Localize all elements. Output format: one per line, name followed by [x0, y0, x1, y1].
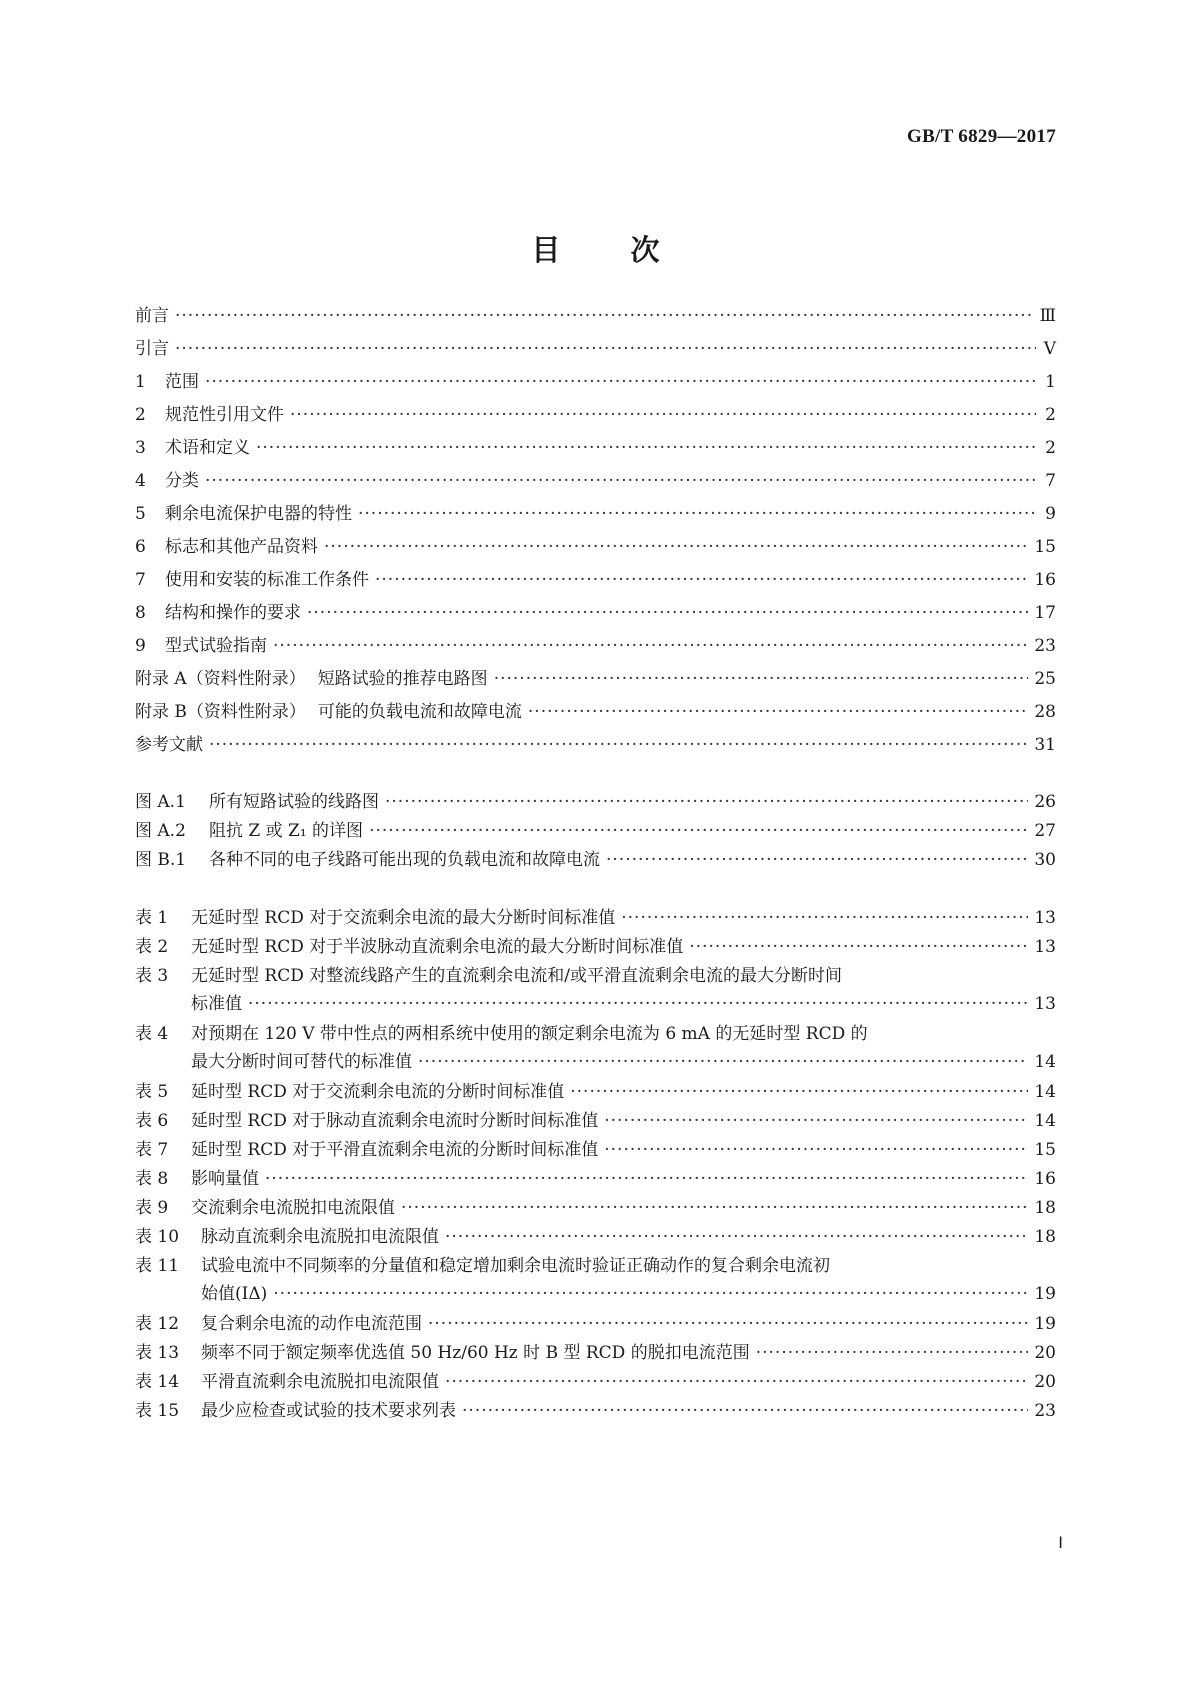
toc-entry[interactable]: [135, 302, 1056, 330]
table-label: 表 1: [135, 908, 169, 928]
dot-leader: [606, 846, 1028, 874]
toc-page: 13: [1034, 908, 1056, 928]
table-label: 表 8: [135, 1169, 169, 1189]
dot-leader: [175, 302, 1034, 330]
table-entry[interactable]: [135, 1107, 1056, 1135]
table-label: 表 12: [135, 1314, 180, 1334]
dot-leader: [604, 1136, 1028, 1164]
table-label: 表 9: [135, 1198, 169, 1218]
table-title: 无延时型 RCD 对于交流剩余电流的最大分断时间标准值: [191, 908, 616, 928]
table-label: 表 6: [135, 1111, 169, 1131]
toc-title: 结构和操作的要求: [165, 603, 301, 623]
toc-entry[interactable]: [135, 500, 1056, 528]
toc-page: 23: [1034, 636, 1056, 656]
table-label: 表 2: [135, 937, 169, 957]
figure-entry[interactable]: [135, 846, 1056, 874]
dot-leader: [273, 1280, 1028, 1308]
dot-leader: [689, 933, 1028, 961]
figure-label: 图 A.1: [135, 792, 186, 812]
toc-title: 引言: [135, 339, 169, 359]
table-entry[interactable]: [135, 1397, 1056, 1425]
toc-entry[interactable]: [135, 632, 1056, 660]
toc-title: 范围: [165, 372, 199, 392]
table-title: 对预期在 120 V 带中性点的两相系统中使用的额定剩余电流为 6 mA 的无延时型 RCD 的: [191, 1024, 868, 1044]
toc-title: 可能的负载电流和故障电流: [317, 702, 522, 722]
figure-label: 图 B.1: [135, 850, 187, 870]
table-label: 表 5: [135, 1082, 169, 1102]
dot-leader: [445, 1368, 1028, 1396]
toc-page: 14: [1034, 1052, 1056, 1072]
table-title: 无延时型 RCD 对于半波脉动直流剩余电流的最大分断时间标准值: [191, 937, 684, 957]
toc-title: 型式试验指南: [165, 636, 267, 656]
toc-page: 27: [1034, 821, 1056, 841]
dot-leader: [205, 368, 1036, 396]
table-label: 表 3: [135, 966, 169, 986]
dot-leader: [621, 904, 1028, 932]
toc-page: 13: [1034, 994, 1056, 1014]
dot-leader: [528, 698, 1028, 726]
toc-page: 15: [1034, 537, 1056, 557]
figure-title: 阻抗 Z 或 Z₁ 的详图: [209, 821, 364, 841]
table-label: 表 10: [135, 1227, 180, 1247]
dot-leader: [290, 401, 1036, 429]
figure-entry[interactable]: [135, 817, 1056, 845]
table-entry[interactable]: [135, 904, 1056, 932]
dot-leader: [494, 665, 1029, 693]
toc-entry[interactable]: [135, 665, 1056, 693]
dot-leader: [401, 1194, 1028, 1222]
dot-leader: [205, 467, 1036, 495]
toc-page: 17: [1034, 603, 1056, 623]
toc-page: 20: [1034, 1372, 1056, 1392]
figure-title: 所有短路试验的线路图: [209, 792, 379, 812]
table-title: 交流剩余电流脱扣电流限值: [191, 1198, 395, 1218]
toc-page: 23: [1034, 1401, 1056, 1421]
toc-page: 25: [1034, 669, 1056, 689]
toc-number: 附录 B（资料性附录）: [135, 702, 306, 722]
table-title: 最少应检查或试验的技术要求列表: [201, 1401, 456, 1421]
toc-title: 短路试验的推荐电路图: [317, 669, 488, 689]
table-entry[interactable]: [135, 1339, 1056, 1367]
toc-number: 5: [135, 504, 146, 524]
toc-number: 4: [135, 471, 146, 491]
toc-page: 14: [1034, 1082, 1056, 1102]
table-label: 表 7: [135, 1140, 169, 1160]
table-title-continued: 最大分断时间可替代的标准值: [191, 1052, 412, 1072]
dot-leader: [358, 500, 1036, 528]
table-label: 表 13: [135, 1343, 180, 1363]
toc-title: 使用和安装的标准工作条件: [165, 570, 369, 590]
toc-page: 2: [1045, 438, 1056, 458]
toc-number: 附录 A（资料性附录）: [135, 669, 306, 689]
toc-title: 规范性引用文件: [165, 405, 284, 425]
dot-leader: [265, 1165, 1028, 1193]
dot-leader: [756, 1339, 1029, 1367]
page-number: Ⅰ: [1058, 1535, 1063, 1552]
toc-page: 19: [1034, 1284, 1056, 1304]
dot-leader: [445, 1223, 1028, 1251]
toc-number: 3: [135, 438, 146, 458]
toc-entry[interactable]: [135, 566, 1056, 594]
toc-page: 26: [1034, 792, 1056, 812]
dot-leader: [248, 990, 1028, 1018]
table-entry[interactable]: [135, 1136, 1056, 1164]
dot-leader: [307, 599, 1028, 627]
toc-page: 9: [1045, 504, 1056, 524]
toc-number: 2: [135, 405, 146, 425]
table-label: 表 14: [135, 1372, 180, 1392]
toc-title: 标志和其他产品资料: [165, 537, 318, 557]
dot-leader: [209, 731, 1028, 759]
table-entry[interactable]: [135, 1368, 1056, 1396]
toc-page: 18: [1034, 1198, 1056, 1218]
table-title: 脉动直流剩余电流脱扣电流限值: [201, 1227, 439, 1247]
toc-page: 20: [1034, 1343, 1056, 1363]
toc-number: 7: [135, 570, 146, 590]
toc-page: 15: [1034, 1140, 1056, 1160]
table-title: 试验电流中不同频率的分量值和稳定增加剩余电流时验证正确动作的复合剩余电流初: [201, 1256, 830, 1276]
title-char-left: 目: [531, 233, 561, 267]
dot-leader: [385, 788, 1028, 816]
toc-page: 16: [1034, 1169, 1056, 1189]
figure-label: 图 A.2: [135, 821, 186, 841]
toc-number: 8: [135, 603, 146, 623]
toc-entry[interactable]: [135, 698, 1056, 726]
standard-code: GB/T 6829—2017: [906, 126, 1056, 147]
toc-entry[interactable]: [135, 368, 1056, 396]
table-title: 延时型 RCD 对于交流剩余电流的分断时间标准值: [191, 1082, 565, 1102]
dot-leader: [256, 434, 1036, 462]
toc-title: 术语和定义: [165, 438, 250, 458]
dot-leader: [369, 817, 1028, 845]
toc-title: 前言: [135, 306, 169, 326]
toc-page: 19: [1034, 1314, 1056, 1334]
toc-page: 28: [1034, 702, 1056, 722]
table-entry[interactable]: [135, 1078, 1056, 1106]
table-title: 复合剩余电流的动作电流范围: [201, 1314, 422, 1334]
table-entry[interactable]: [135, 1194, 1056, 1222]
table-entry[interactable]: [135, 1223, 1056, 1251]
toc-entry[interactable]: [135, 401, 1056, 429]
toc-title: 参考文献: [135, 735, 203, 755]
toc-page: 2: [1045, 405, 1056, 425]
toc-page: 30: [1034, 850, 1056, 870]
table-title: 频率不同于额定频率优选值 50 Hz/60 Hz 时 B 型 RCD 的脱扣电流范围: [201, 1343, 750, 1363]
dot-leader: [375, 566, 1028, 594]
toc-page: 18: [1034, 1227, 1056, 1247]
page-title: [0, 228, 1191, 269]
toc-page: 13: [1034, 937, 1056, 957]
table-entry[interactable]: [135, 1165, 1056, 1193]
toc-page: Ⅴ: [1043, 339, 1056, 359]
table-title: 平滑直流剩余电流脱扣电流限值: [201, 1372, 439, 1392]
figure-title: 各种不同的电子线路可能出现的负载电流和故障电流: [209, 850, 600, 870]
table-entry[interactable]: [135, 1020, 1056, 1072]
figure-entry[interactable]: [135, 788, 1056, 816]
dot-leader: [428, 1310, 1028, 1338]
toc-page: 7: [1045, 471, 1056, 491]
toc-entry[interactable]: [135, 467, 1056, 495]
table-entry[interactable]: [135, 1310, 1056, 1338]
table-title-continued: 始值(IΔ): [201, 1284, 268, 1304]
toc-entry[interactable]: [135, 335, 1056, 363]
toc-page: Ⅲ: [1039, 306, 1056, 326]
toc-number: 9: [135, 636, 146, 656]
dot-leader: [273, 632, 1028, 660]
table-title: 无延时型 RCD 对整流线路产生的直流剩余电流和/或平滑直流剩余电流的最大分断时间: [191, 966, 842, 986]
toc-title: 剩余电流保护电器的特性: [165, 504, 352, 524]
table-entry[interactable]: [135, 933, 1056, 961]
toc-page: 1: [1045, 372, 1056, 392]
table-title: 延时型 RCD 对于脉动直流剩余电流时分断时间标准值: [191, 1111, 599, 1131]
dot-leader: [175, 335, 1036, 363]
toc-title: 分类: [165, 471, 199, 491]
table-title: 延时型 RCD 对于平滑直流剩余电流的分断时间标准值: [191, 1140, 599, 1160]
dot-leader: [462, 1397, 1028, 1425]
table-title-continued: 标准值: [191, 994, 242, 1014]
toc-page: 31: [1034, 735, 1056, 755]
table-label: 表 11: [135, 1256, 180, 1276]
toc-entry[interactable]: [135, 599, 1056, 627]
toc-entry[interactable]: [135, 731, 1056, 759]
table-label: 表 4: [135, 1024, 169, 1044]
toc-entry[interactable]: [135, 533, 1056, 561]
toc-page: 16: [1034, 570, 1056, 590]
dot-leader: [570, 1078, 1028, 1106]
title-char-right: 次: [630, 233, 660, 267]
table-entry[interactable]: [135, 962, 1056, 1014]
dot-leader: [604, 1107, 1028, 1135]
dot-leader: [418, 1048, 1028, 1076]
toc-entry[interactable]: [135, 434, 1056, 462]
toc-number: 1: [135, 372, 146, 392]
table-label: 表 15: [135, 1401, 180, 1421]
table-entry[interactable]: [135, 1252, 1056, 1304]
toc-number: 6: [135, 537, 146, 557]
toc-page: 14: [1034, 1111, 1056, 1131]
dot-leader: [324, 533, 1028, 561]
table-title: 影响量值: [191, 1169, 259, 1189]
